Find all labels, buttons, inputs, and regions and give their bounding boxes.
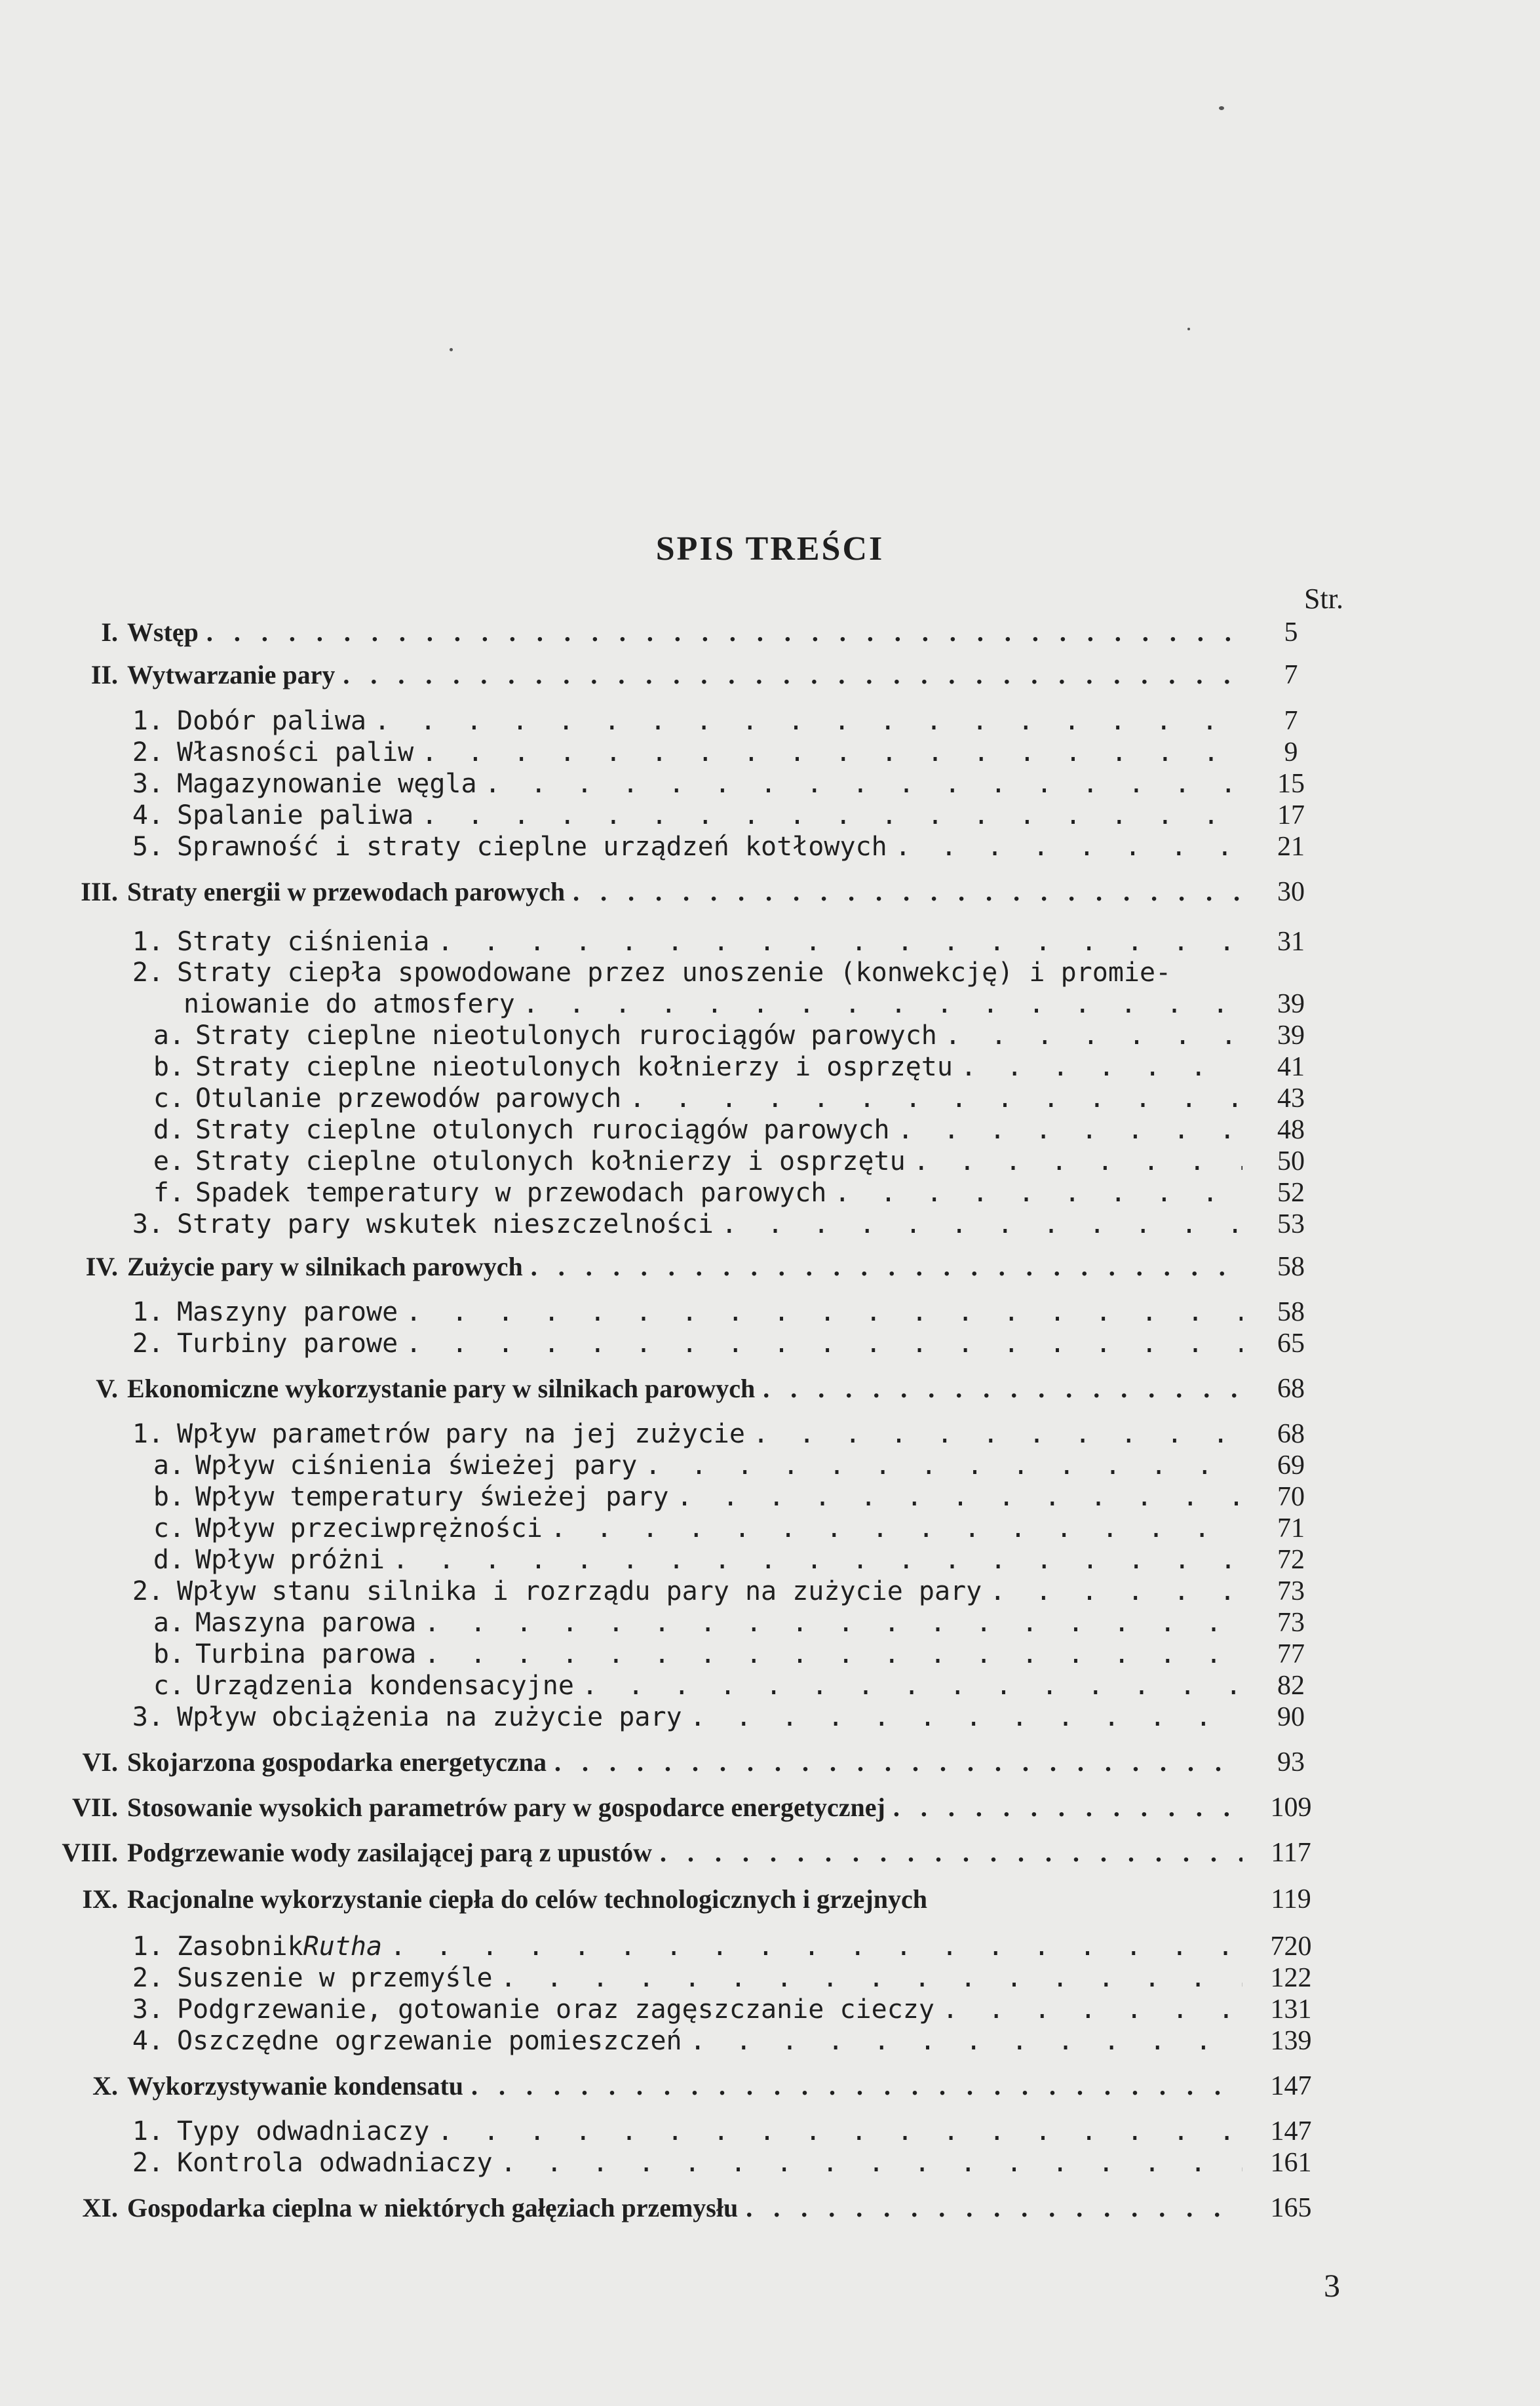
dot-leader [645, 1449, 1242, 1482]
dot-leader [421, 799, 1242, 832]
toc-section-entry [145, 1114, 1305, 1146]
toc-entry-page: 5 [1284, 617, 1298, 648]
toc-entry-number: X. [92, 2071, 118, 2101]
toc-section-entry [183, 988, 1305, 1020]
dot-leader [471, 2070, 1242, 2103]
toc-entry-title: Wpływ stanu silnika i rozrządu pary na zużycie pary [177, 1576, 982, 1606]
toc-entry-page: 117 [1271, 1838, 1311, 1868]
dot-leader [893, 1791, 1242, 1824]
toc-section-entry [125, 1327, 1305, 1360]
paper-speck [1219, 106, 1224, 110]
toc-entry-title: Straty cieplne nieotulonych rurociągów parowych [195, 1020, 937, 1051]
toc-entry-page: 122 [1270, 1963, 1312, 1993]
toc-entry-number: 1. [132, 2116, 164, 2146]
toc-section-entry [125, 1930, 1312, 1963]
dot-leader [501, 2146, 1242, 2179]
toc-chapter-entry [0, 1372, 1305, 1405]
toc-entry-title: Spalanie paliwa [177, 800, 414, 830]
toc-entry-page: 82 [1277, 1671, 1305, 1701]
toc-entry-page: 119 [1271, 1884, 1311, 1914]
toc-entry-number: I. [101, 617, 118, 647]
toc-entry-number: 5. [132, 832, 164, 862]
toc-chapter-entry [0, 2070, 1312, 2103]
toc-chapter-entry [0, 1251, 1305, 1283]
dot-leader [895, 830, 1242, 863]
toc-entry-title: Turbina parowa [195, 1639, 417, 1669]
toc-entry-page: 68 [1277, 1419, 1305, 1449]
toc-entry-number: XI. [82, 2193, 118, 2222]
toc-section-entry [125, 767, 1305, 800]
toc-entry-number: III. [81, 877, 118, 906]
toc-entry-title: Racjonalne wykorzystanie ciepła do celów technologicznych i grzejnych [127, 1884, 927, 1914]
toc-entry-page: 77 [1277, 1639, 1305, 1669]
toc-entry-page: 21 [1277, 832, 1305, 862]
toc-entry-number: VI. [82, 1747, 118, 1777]
toc-entry-title: Podgrzewanie wody zasilającej parą z upustów [127, 1838, 653, 1867]
toc-entry-page: 72 [1277, 1545, 1305, 1575]
toc-entry-page: 73 [1277, 1576, 1305, 1606]
toc-entry-page: 30 [1277, 877, 1305, 907]
dot-leader [914, 1145, 1242, 1178]
toc-section-entry [125, 1962, 1312, 1994]
toc-chapter-entry [0, 876, 1305, 908]
toc-entry-page: 43 [1277, 1083, 1305, 1114]
toc-entry-page: 147 [1270, 2116, 1312, 2146]
toc-section-entry [125, 956, 1252, 989]
dot-leader [554, 1746, 1242, 1779]
dot-leader [676, 1481, 1242, 1513]
toc-entry-page: 50 [1277, 1146, 1305, 1176]
paper-speck [450, 348, 453, 351]
toc-entry-page: 139 [1270, 2026, 1312, 2056]
toc-entry-title: Straty pary wskutek nieszczelności [177, 1209, 714, 1239]
toc-entry-number: 2. [132, 2148, 164, 2178]
dot-leader [523, 988, 1242, 1020]
dot-leader [573, 876, 1242, 908]
toc-entry-title: Wstęp [127, 617, 199, 647]
toc-chapter-entry [0, 1791, 1312, 1824]
toc-entry-title: Wykorzystywanie kondensatu [127, 2071, 464, 2101]
toc-section-entry [125, 925, 1305, 958]
toc-entry-page: 17 [1277, 800, 1305, 830]
toc-entry-number: IX. [82, 1884, 118, 1914]
toc-section-entry [145, 1145, 1305, 1178]
toc-entry-number: 3. [132, 1994, 164, 2025]
paper-speck [1187, 328, 1190, 330]
dot-leader [942, 1993, 1242, 2026]
toc-entry-title: Straty cieplne otulonych rurociągów parowych [195, 1115, 890, 1145]
toc-entry-page: 131 [1270, 1994, 1312, 2025]
toc-section-entry [125, 2146, 1312, 2179]
toc-entry-title: Maszyna parowa [195, 1608, 417, 1638]
toc-section-entry [125, 1701, 1305, 1734]
dot-leader [746, 2192, 1242, 2224]
toc-entry-number: 2. [132, 1329, 164, 1359]
toc-entry-title: Spadek temperatury w przewodach parowych [195, 1178, 827, 1208]
toc-entry-title: Zużycie pary w silnikach parowych [127, 1252, 523, 1281]
toc-entry-page: 15 [1277, 769, 1305, 799]
toc-entry-number: VIII. [62, 1838, 118, 1867]
page-number: 3 [1324, 2267, 1340, 2304]
toc-entry-page: 39 [1277, 1020, 1305, 1051]
toc-section-entry [125, 705, 1298, 737]
toc-entry-number: 2. [132, 1576, 164, 1606]
toc-entry-page: 58 [1277, 1252, 1305, 1282]
toc-section-entry [145, 1051, 1305, 1083]
toc-section-entry [145, 1449, 1305, 1482]
dot-leader [485, 767, 1242, 800]
toc-entry-title: Sprawność i straty cieplne urządzeń kotłowych [177, 832, 887, 862]
toc-section-entry [125, 1418, 1305, 1450]
toc-entry-number: b. [153, 1639, 185, 1669]
toc-entry-page: 93 [1277, 1747, 1305, 1777]
toc-entry-title: Gospodarka cieplna w niektórych gałęziach przemysłu [127, 2193, 739, 2222]
toc-entry-page: 161 [1270, 2148, 1312, 2178]
dot-leader [424, 1638, 1242, 1671]
toc-chapter-entry [0, 616, 1298, 649]
toc-entry-page: 73 [1277, 1608, 1305, 1638]
toc-entry-number: 4. [132, 2026, 164, 2056]
dot-leader [501, 1962, 1242, 1994]
toc-entry-title: Stosowanie wysokich parametrów pary w gospodarce energetycznej [127, 1793, 885, 1822]
dot-leader [531, 1251, 1242, 1283]
toc-entry-title: Wytwarzanie pary [127, 660, 336, 689]
toc-entry-title: Wpływ ciśnienia świeżej pary [195, 1450, 638, 1481]
dot-leader [550, 1512, 1242, 1545]
toc-entry-page: 52 [1277, 1178, 1305, 1208]
toc-entry-number: d. [153, 1115, 185, 1145]
toc-entry-title-italic: Rutha [303, 1931, 383, 1962]
dot-leader [374, 705, 1242, 737]
toc-entry-number: 4. [132, 800, 164, 830]
toc-section-entry [145, 1512, 1305, 1545]
toc-entry-number: 1. [132, 1297, 164, 1327]
dot-leader [437, 2115, 1242, 2148]
toc-entry-number: 3. [132, 1702, 164, 1732]
toc-entry-title: Magazynowanie węgla [177, 769, 477, 799]
toc-section-entry [125, 799, 1305, 832]
toc-section-entry [125, 1993, 1312, 2026]
dot-leader [406, 1296, 1242, 1329]
toc-entry-number: 1. [132, 1419, 164, 1449]
toc-entry-number: 2. [132, 1963, 164, 1993]
toc-entry-page: 41 [1277, 1052, 1305, 1082]
toc-section-entry [145, 1638, 1305, 1671]
dot-leader [437, 925, 1242, 958]
toc-chapter-entry [0, 1836, 1311, 1869]
dot-leader [961, 1051, 1242, 1083]
toc-section-entry [145, 1176, 1305, 1209]
toc-entry-number: 2. [132, 958, 164, 988]
toc-entry-page: 71 [1277, 1513, 1305, 1543]
toc-entry-title: Podgrzewanie, gotowanie oraz zagęszczanie cieczy [177, 1994, 934, 2025]
toc-section-entry [125, 2025, 1312, 2057]
toc-entry-title: Straty ciśnienia [177, 927, 430, 957]
dot-leader [763, 1372, 1242, 1405]
dot-leader [393, 1543, 1242, 1576]
toc-entry-title: niowanie do atmosfery [183, 989, 515, 1019]
toc-entry-number: e. [153, 1146, 185, 1176]
dot-leader [660, 1836, 1242, 1869]
toc-section-entry [145, 1543, 1305, 1576]
dot-leader [424, 1606, 1242, 1639]
toc-section-entry [125, 1575, 1305, 1608]
toc-entry-page: 720 [1270, 1931, 1312, 1962]
toc-entry-page: 165 [1270, 2193, 1312, 2223]
dot-leader [945, 1019, 1242, 1052]
toc-entry-title: Turbiny parowe [177, 1329, 398, 1359]
toc-entry-number: c. [153, 1513, 185, 1543]
toc-entry-number: c. [153, 1083, 185, 1114]
toc-entry-page: 109 [1270, 1793, 1312, 1823]
dot-leader [629, 1082, 1242, 1115]
dot-leader [421, 736, 1242, 769]
toc-section-entry [125, 1208, 1305, 1241]
toc-entry-page: 7 [1284, 660, 1298, 690]
toc-entry-page: 65 [1277, 1329, 1305, 1359]
toc-section-entry [125, 736, 1298, 769]
toc-chapter-entry [0, 1746, 1305, 1779]
toc-entry-title: Straty cieplne otulonych kołnierzy i osprzętu [195, 1146, 906, 1176]
toc-entry-title: Wpływ temperatury świeżej pary [195, 1482, 669, 1512]
toc-section-entry [145, 1019, 1305, 1052]
toc-entry-number: f. [153, 1178, 185, 1208]
dot-leader [390, 1930, 1242, 1963]
toc-entry-number: V. [96, 1374, 118, 1403]
dot-leader [690, 2025, 1242, 2057]
toc-entry-page: 147 [1270, 2071, 1312, 2101]
toc-entry-number: c. [153, 1671, 185, 1701]
toc-entry-page: 90 [1277, 1702, 1305, 1732]
dot-leader [206, 616, 1242, 649]
toc-entry-title: Straty ciepła spowodowane przez unoszenie (konwekcję) i promie- [177, 958, 1172, 988]
toc-entry-title: Dobór paliwa [177, 706, 366, 736]
toc-entry-number: 1. [132, 706, 164, 736]
toc-chapter-entry [0, 1883, 1311, 1916]
toc-entry-number: 2. [132, 737, 164, 767]
toc-entry-title: Wpływ parametrów pary na jej zużycie [177, 1419, 745, 1449]
dot-leader [722, 1208, 1242, 1241]
dot-leader [690, 1701, 1242, 1734]
toc-entry-number: 3. [132, 769, 164, 799]
toc-entry-title: Zasobnik [177, 1931, 303, 1962]
toc-entry-number: b. [153, 1052, 185, 1082]
toc-section-entry [125, 830, 1305, 863]
toc-entry-page: 69 [1277, 1450, 1305, 1481]
toc-entry-page: 58 [1277, 1297, 1305, 1327]
toc-entry-title: Straty cieplne nieotulonych kołnierzy i osprzętu [195, 1052, 953, 1082]
toc-entry-title: Maszyny parowe [177, 1297, 398, 1327]
toc-entry-title: Własności paliw [177, 737, 414, 767]
dot-leader [834, 1176, 1242, 1209]
toc-entry-number: b. [153, 1482, 185, 1512]
toc-entry-page: 70 [1277, 1482, 1305, 1512]
toc-entry-title: Urządzenia kondensacyjne [195, 1671, 574, 1701]
toc-entry-title: Typy odwadniaczy [177, 2116, 430, 2146]
toc-entry-number: VII. [71, 1793, 118, 1822]
toc-entry-number: 1. [132, 1931, 164, 1962]
toc-entry-title: Ekonomiczne wykorzystanie pary w silnikach parowych [127, 1374, 756, 1403]
toc-entry-title: Suszenie w przemyśle [177, 1963, 493, 1993]
toc-entry-page: 9 [1284, 737, 1298, 767]
toc-entry-title: Kontrola odwadniaczy [177, 2148, 493, 2178]
toc-entry-title: Oszczędne ogrzewanie pomieszczeń [177, 2026, 682, 2056]
dot-leader [582, 1669, 1242, 1702]
toc-entry-title: Wpływ przeciwprężności [195, 1513, 543, 1543]
toc-entry-title: Wpływ próżni [195, 1545, 385, 1575]
toc-section-entry [125, 2115, 1312, 2148]
toc-entry-number: a. [153, 1608, 185, 1638]
toc-chapter-entry [0, 659, 1298, 691]
toc-section-entry [145, 1481, 1305, 1513]
page-title: SPIS TREŚCI [655, 530, 885, 568]
toc-entry-number: a. [153, 1450, 185, 1481]
toc-entry-number: II. [90, 660, 118, 689]
toc-entry-page: 39 [1277, 989, 1305, 1019]
dot-leader [898, 1114, 1242, 1146]
toc-entry-number: d. [153, 1545, 185, 1575]
dot-leader [753, 1418, 1242, 1450]
toc-entry-page: 68 [1277, 1374, 1305, 1404]
page-column-label: Str. [1304, 583, 1343, 615]
dot-leader [406, 1327, 1242, 1360]
toc-chapter-entry [0, 2192, 1312, 2224]
toc-entry-number: IV. [85, 1252, 118, 1281]
dot-leader [343, 659, 1242, 691]
toc-entry-page: 31 [1277, 927, 1305, 957]
toc-section-entry [145, 1606, 1305, 1639]
toc-entry-number: 3. [132, 1209, 164, 1239]
toc-entry-page: 53 [1277, 1209, 1305, 1239]
toc-entry-number: 1. [132, 927, 164, 957]
dot-leader [990, 1575, 1242, 1608]
toc-entry-title: Wpływ obciążenia na zużycie pary [177, 1702, 682, 1732]
toc-entry-number: a. [153, 1020, 185, 1051]
toc-entry-title: Skojarzona gospodarka energetyczna [127, 1747, 547, 1777]
toc-section-entry [125, 1296, 1305, 1329]
toc-entry-page: 7 [1284, 706, 1298, 736]
toc-section-entry [145, 1082, 1305, 1115]
toc-section-entry [145, 1669, 1305, 1702]
toc-entry-page: 48 [1277, 1115, 1305, 1145]
toc-entry-title: Straty energii w przewodach parowych [127, 877, 566, 906]
toc-entry-title: Otulanie przewodów parowych [195, 1083, 622, 1114]
